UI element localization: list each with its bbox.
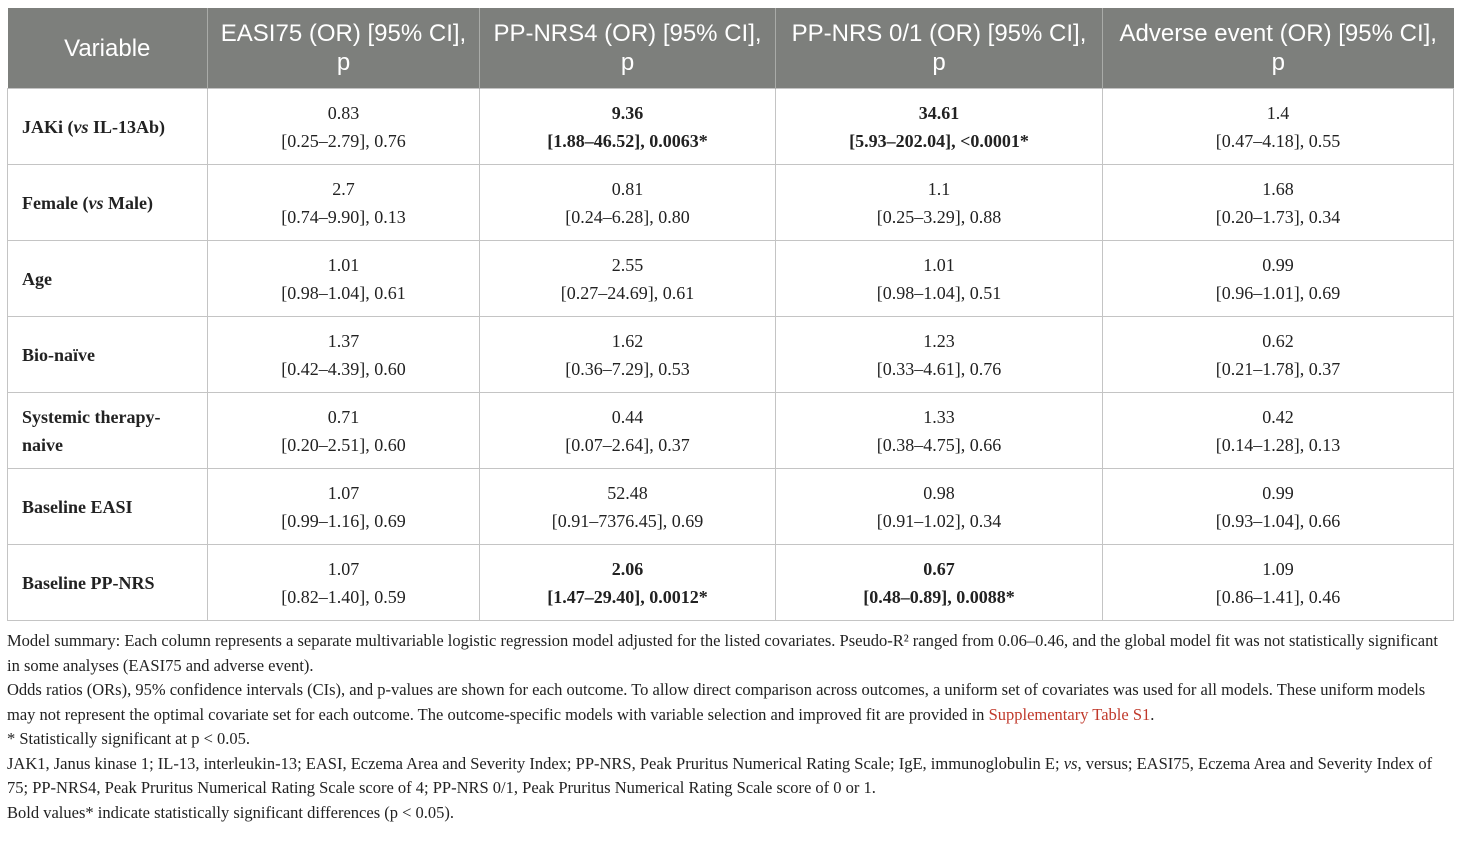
variable-label: Female (vs Male): [8, 165, 208, 241]
odds-ratio-value: 0.71: [327, 406, 360, 427]
odds-ratio-cell: [776, 469, 1103, 545]
odds-ratio-value: 1.07: [327, 482, 360, 503]
variable-label: Systemic therapy-naive: [8, 393, 208, 469]
confidence-interval-p: [0.21–1.78], 0.37: [1215, 358, 1341, 379]
confidence-interval-p: [0.07–2.64], 0.37: [565, 434, 690, 455]
confidence-interval-p: [0.48–0.89], 0.0088*: [863, 586, 1015, 607]
confidence-interval-p: [0.47–4.18], 0.55: [1215, 130, 1341, 151]
header-easi75: EASI75 (OR) [95% CI], p: [208, 8, 480, 89]
confidence-interval-p: [1.47–29.40], 0.0012*: [547, 586, 708, 607]
confidence-interval-p: [5.93–202.04], <0.0001*: [849, 130, 1029, 151]
odds-ratio-value: 1.62: [611, 330, 644, 351]
odds-ratio-value: 2.55: [611, 254, 644, 275]
confidence-interval-p: [0.82–1.40], 0.59: [281, 586, 406, 607]
header-ppnrs4: PP-NRS4 (OR) [95% CI], p: [480, 8, 776, 89]
odds-ratio-cell: [776, 317, 1103, 393]
bold-values-note: Bold values* indicate statistically significant differences (p < 0.05).: [7, 802, 455, 822]
odds-ratio-cell: [776, 545, 1103, 621]
odds-ratio-cell: [208, 317, 480, 393]
odds-ratio-cell: [776, 89, 1103, 165]
odds-ratio-value: 0.42: [1262, 406, 1294, 427]
odds-ratio-value: 0.83: [327, 102, 360, 123]
confidence-interval-p: [0.20–2.51], 0.60: [281, 434, 406, 455]
odds-ratio-cell: [480, 165, 776, 241]
odds-ratio-cell: [208, 89, 480, 165]
odds-ratio-note: Odds ratios (ORs), 95% confidence intervals (CIs), and p-values are shown for each outcome. To allow direct comparison across outcomes, a uniform set of covariates was used for all models. These uniform models may not represent the optimal covariate set for each outcome. The outcome-specific models with variable selection and improved fit are provided in Supplementary Table S1.: [7, 680, 1426, 724]
confidence-interval-p: [0.27–24.69], 0.61: [560, 282, 695, 303]
results-table-section: [7, 8, 1453, 825]
odds-ratio-value: 2.06: [611, 558, 644, 579]
variable-label: Bio-naïve: [8, 317, 208, 393]
odds-ratio-value: 1.01: [327, 254, 360, 275]
odds-ratio-cell: [1103, 89, 1454, 165]
variable-label: Age: [8, 241, 208, 317]
confidence-interval-p: [0.38–4.75], 0.66: [876, 434, 1002, 455]
confidence-interval-p: [0.36–7.29], 0.53: [565, 358, 690, 379]
confidence-interval-p: [0.93–1.04], 0.66: [1215, 510, 1341, 531]
odds-ratio-value: 0.67: [923, 558, 955, 579]
odds-ratio-cell: [208, 165, 480, 241]
model-summary-note: Model summary: Each column represents a separate multivariable logistic regression model adjusted for the listed covariates. Pseudo-R² ranged from 0.06–0.46, and the global model fit was not statistically significant in some analyses (EASI75 and adverse event).: [7, 631, 1438, 675]
odds-ratio-cell: [480, 317, 776, 393]
table-header-row: [8, 8, 1454, 89]
table-row: [8, 317, 1454, 393]
odds-ratio-value: 1.68: [1262, 178, 1294, 199]
confidence-interval-p: [0.20–1.73], 0.34: [1215, 206, 1341, 227]
odds-ratio-value: 0.62: [1262, 330, 1294, 351]
confidence-interval-p: [0.98–1.04], 0.61: [281, 282, 406, 303]
odds-ratio-cell: [1103, 393, 1454, 469]
variable-label: Baseline PP-NRS: [8, 545, 208, 621]
odds-ratio-value: 0.98: [923, 482, 955, 503]
confidence-interval-p: [0.86–1.41], 0.46: [1215, 586, 1341, 607]
odds-ratio-value: 0.44: [611, 406, 644, 427]
table-row: [8, 89, 1454, 165]
confidence-interval-p: [0.91–7376.45], 0.69: [551, 510, 704, 531]
odds-ratio-value: 0.81: [611, 178, 644, 199]
odds-ratio-cell: [1103, 545, 1454, 621]
header-variable: Variable: [8, 8, 208, 89]
odds-ratio-value: 52.48: [607, 482, 648, 503]
odds-ratio-cell: [1103, 317, 1454, 393]
header-ppnrs01: PP-NRS 0/1 (OR) [95% CI], p: [776, 8, 1103, 89]
confidence-interval-p: [0.25–2.79], 0.76: [281, 130, 406, 151]
table-row: [8, 469, 1454, 545]
confidence-interval-p: [0.42–4.39], 0.60: [281, 358, 406, 379]
variable-label: JAKi (vs IL-13Ab): [8, 89, 208, 165]
odds-ratio-value: 1.09: [1262, 558, 1294, 579]
odds-ratio-cell: [776, 241, 1103, 317]
confidence-interval-p: [0.98–1.04], 0.51: [876, 282, 1002, 303]
table-row: [8, 241, 1454, 317]
confidence-interval-p: [0.14–1.28], 0.13: [1215, 434, 1341, 455]
odds-ratio-cell: [480, 241, 776, 317]
odds-ratio-value: 1.07: [327, 558, 360, 579]
confidence-interval-p: [0.96–1.01], 0.69: [1215, 282, 1341, 303]
odds-ratio-value: 1.4: [1266, 102, 1290, 123]
odds-ratio-cell: [776, 393, 1103, 469]
table-row: [8, 545, 1454, 621]
odds-ratio-value: 1.01: [923, 254, 955, 275]
odds-ratio-value: 0.99: [1262, 254, 1294, 275]
table-footnotes: [7, 629, 1453, 825]
odds-ratio-value: 2.7: [332, 178, 355, 199]
odds-ratio-cell: [480, 393, 776, 469]
odds-ratio-value: 1.23: [923, 330, 955, 351]
odds-ratio-value: 1.33: [923, 406, 955, 427]
odds-ratio-value: 34.61: [918, 102, 960, 123]
odds-ratio-cell: [208, 545, 480, 621]
odds-ratio-value: 9.36: [611, 102, 644, 123]
significance-note: * Statistically significant at p < 0.05.: [7, 729, 251, 748]
odds-ratio-cell: [208, 469, 480, 545]
confidence-interval-p: [0.33–4.61], 0.76: [876, 358, 1002, 379]
confidence-interval-p: [0.74–9.90], 0.13: [281, 206, 406, 227]
confidence-interval-p: [1.88–46.52], 0.0063*: [547, 130, 708, 151]
odds-ratio-cell: [776, 165, 1103, 241]
table-row: [8, 393, 1454, 469]
odds-ratio-cell: [208, 393, 480, 469]
odds-ratio-value: 0.99: [1262, 482, 1294, 503]
table-row: [8, 165, 1454, 241]
odds-ratio-cell: [480, 469, 776, 545]
odds-ratio-cell: [1103, 469, 1454, 545]
header-adverse-event: Adverse event (OR) [95% CI], p: [1103, 8, 1454, 89]
confidence-interval-p: [0.24–6.28], 0.80: [565, 206, 690, 227]
confidence-interval-p: [0.99–1.16], 0.69: [281, 510, 406, 531]
odds-ratio-cell: [1103, 241, 1454, 317]
variable-label: Baseline EASI: [8, 469, 208, 545]
odds-ratio-value: 1.37: [327, 330, 360, 351]
odds-ratio-cell: [208, 241, 480, 317]
odds-ratio-cell: [480, 89, 776, 165]
odds-ratio-value: 1.1: [927, 178, 951, 199]
confidence-interval-p: [0.91–1.02], 0.34: [876, 510, 1002, 531]
abbreviations-note: JAK1, Janus kinase 1; IL-13, interleukin-13; EASI, Eczema Area and Severity Index; PP-NRS, Peak Pruritus Numerical Rating Scale; IgE, immunoglobulin E; vs, versus; EASI75, Eczema Area and Severity Index of 75; PP-NRS4, Peak Pruritus Numerical Rating Scale score of 4; PP-NRS 0/1, Peak Pruritus Numerical Rating Scale score of 0 or 1.: [7, 753, 1433, 797]
regression-table: [7, 8, 1454, 621]
odds-ratio-cell: [480, 545, 776, 621]
odds-ratio-cell: [1103, 165, 1454, 241]
supplementary-table-link[interactable]: Supplementary Table S1: [988, 704, 1151, 724]
confidence-interval-p: [0.25–3.29], 0.88: [876, 206, 1002, 227]
